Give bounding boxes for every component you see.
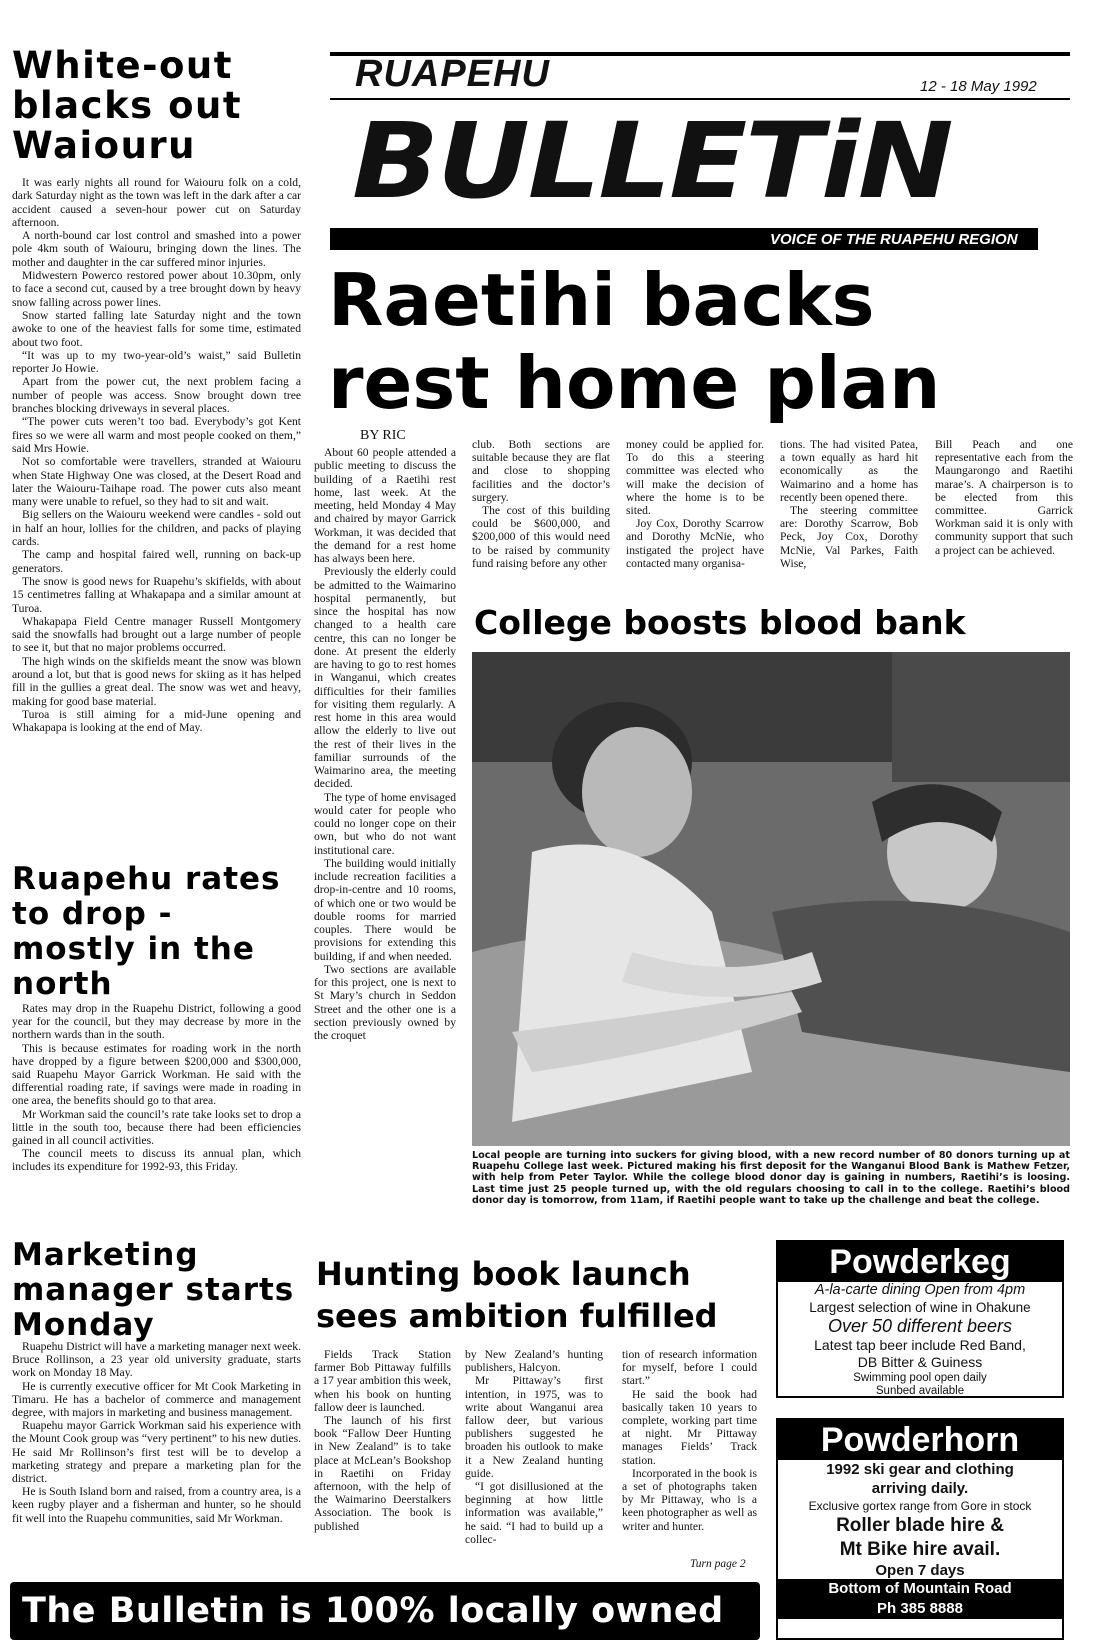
paragraph: Joy Cox, Dorothy Scarrow and Dorothy McNie, who instigated the project have contacted many organisa- bbox=[626, 517, 764, 570]
resthome-col5 bbox=[935, 438, 1073, 600]
powderkeg-ad bbox=[776, 1240, 1064, 1398]
powderhorn-line: Mt Bike hire avail. bbox=[839, 1539, 1001, 1560]
masthead-name-top: RUAPEHU bbox=[355, 53, 550, 95]
paragraph: The high winds on the skifields meant the snow was blown around a lot, but that is good news for skiing as it has helped fill in the gullies a great deal. The snow was wet and heavy, making for good base material. bbox=[12, 654, 301, 708]
resthome-col4 bbox=[780, 438, 918, 600]
paragraph: Mr Workman said the council’s rate take looks set to drop a little in the south too, because there had been efficiencies gained in all council activities. bbox=[12, 1107, 301, 1148]
powderkeg-line: Latest tap beer include Red Band, bbox=[814, 1337, 1026, 1353]
powderkeg-line: Largest selection of wine in Ohakune bbox=[809, 1300, 1031, 1315]
paragraph: It was early nights all round for Waiouru folk on a cold, dark Saturday night as the town was left in the dark after a car accident caused a seven-hour power cut on Saturday afternoon. bbox=[12, 176, 301, 229]
paragraph: Rates may drop in the Ruapehu District, following a good year for the council, but they may decrease by more in the northern wards than in the south. bbox=[12, 1002, 301, 1042]
blood-headline: College boosts blood bank bbox=[474, 603, 966, 642]
paragraph: The type of home envisaged would cater for people who could no longer cope on their own, but who do not want institutional care. bbox=[314, 790, 456, 857]
paragraph: The launch of his first book “Fallow Deer Hunting in New Zealand” is to take place at McLean’s Bookshop in Raetihi on Friday afternoon, with the help of the Waimarino Deerstalkers Association. The book is published bbox=[314, 1414, 451, 1533]
powderkeg-line: DB Bitter & Guiness bbox=[857, 1354, 983, 1370]
resthome-col3 bbox=[626, 438, 764, 600]
paragraph: This is because estimates for roading work in the north have dropped by a figure between $200,000 and $300,000, said Ruapehu Mayor Garrick Workman. He said with the differential roading rate, if savings were made in roading in one area, the benefits should go to that area. bbox=[12, 1041, 301, 1108]
paragraph: Ruapehu mayor Garrick Workman said his experience with the Mount Cook group was “very pertinent” to his new duties. He said Mr Rollinson’s first test will be to develop a marketing strategy and prepare a marketing plan for the district. bbox=[12, 1419, 301, 1486]
powderkeg-title: Powderkeg bbox=[778, 1242, 1062, 1282]
masthead-tagline: VOICE OF THE RUAPEHU REGION bbox=[770, 231, 1018, 248]
paragraph: The camp and hospital faired well, running on back-up generators. bbox=[12, 548, 301, 575]
hunting-turn-page: Turn page 2 bbox=[690, 1558, 746, 1570]
powderkeg-line: Sunbed available bbox=[875, 1385, 965, 1397]
masthead-name-main: BULLETiN bbox=[352, 100, 952, 222]
blood-caption: Local people are turning into suckers for giving blood, with a new record number of 80 donors turning up at Ruapehu College last week. Pictured making his first deposit for the Wanganui Blood Bank is Mathew Fetzer, with help from Peter Taylor. While the college blood donor day is gaining in numbers, Raetihi’s is loosing. Last time just 25 people turned up, with the old regulars choosing to call in to the college. Raetihi’s blood donor day is tomorrow, from 11am, if Raetihi people want to take up the challenge and beat the college. bbox=[472, 1150, 1070, 1206]
powderhorn-line: Roller blade hire & bbox=[836, 1515, 1004, 1536]
paragraph: He is currently executive officer for Mt Cook Marketing in Timaru. He has a bachelor of commerce and management degree, with majors in marketing and business management. bbox=[12, 1379, 301, 1420]
resthome-col1 bbox=[314, 446, 456, 1244]
paragraph: Two sections are available for this project, one is next to St Mary’s church in Seddon Street and the other one is a section previously owned by the croquet bbox=[314, 962, 456, 1042]
paragraph: Whakapapa Field Centre manager Russell Montgomery said the snowfalls had brought out a large number of people to see it, but that no major problems occurred. bbox=[12, 614, 301, 655]
paragraph: Snow started falling late Saturday night and the town awoke to one of the heaviest falls for some time, estimated about two foot. bbox=[12, 308, 301, 349]
paragraph: tion of research information for myself, before I could start.” bbox=[622, 1348, 757, 1388]
resthome-byline: BY RIC bbox=[360, 428, 406, 443]
whiteout-body bbox=[12, 176, 301, 846]
paragraph: About 60 people attended a public meeting to discuss the building of a Raetihi rest home, last week. At the meeting, held Monday 4 May and chaired by mayor Garrick Workman, it was decided that the demand for a rest home has always been here. bbox=[314, 446, 456, 565]
powderhorn-phone: Ph 385 8888 bbox=[778, 1598, 1062, 1619]
resthome-col2 bbox=[472, 438, 610, 600]
hunting-col3 bbox=[622, 1348, 757, 1558]
paragraph: Bill Peach and one representative each from the Maungarongo and Raetihi marae’s. A chairperson is to be elected from this committee. Garrick Workman said it is only with community support that such a project can be achieved. bbox=[935, 438, 1073, 557]
powderhorn-address: Bottom of Mountain Road bbox=[778, 1579, 1062, 1598]
footer-banner bbox=[10, 1582, 760, 1640]
paragraph: club. Both sections are suitable because they are flat and close to shopping facilities and the doctor’s surgery. bbox=[472, 438, 610, 504]
hunting-headline-line2: sees ambition fulfilled bbox=[316, 1297, 718, 1335]
powderhorn-line: Open 7 days bbox=[875, 1562, 965, 1579]
photo-illustration bbox=[472, 652, 1070, 1146]
paragraph: Not so comfortable were travellers, stranded at Waiouru when State Highway One was closed, at the Desert Road and later the Waiouru-Taihape road. The power cuts also meant many were unable to refuel, so they had to sit and wait. bbox=[12, 455, 301, 509]
paragraph: Ruapehu District will have a marketing manager next week. Bruce Rollinson, a 23 year old university graduate, starts work on Monday 18 May. bbox=[12, 1340, 301, 1380]
whiteout-headline: White-out blacks out Waiouru bbox=[12, 44, 243, 167]
powderhorn-title: Powderhorn bbox=[778, 1420, 1062, 1460]
rates-headline: Ruapehu rates to drop - mostly in the north bbox=[12, 861, 281, 1002]
resthome-headline-line2: rest home plan bbox=[328, 341, 941, 425]
powderkeg-line: Over 50 different beers bbox=[827, 1316, 1013, 1336]
rates-body bbox=[12, 1002, 301, 1217]
masthead-date: 12 - 18 May 1992 bbox=[920, 78, 1037, 95]
paragraph: by New Zealand’s hunting publishers, Halcyon. bbox=[465, 1348, 603, 1375]
paragraph: He said the book had basically taken 10 years to complete, working part time at night. Mr Pittaway manages Fields’ Track station. bbox=[622, 1387, 757, 1467]
marketing-body bbox=[12, 1340, 301, 1570]
marketing-headline: Marketing manager starts Monday bbox=[12, 1237, 295, 1343]
hunting-col1 bbox=[314, 1348, 451, 1570]
paragraph: The snow is good news for Ruapehu’s skifields, with about 15 centimetres falling at Whakapapa and a similar amount at Turoa. bbox=[12, 574, 301, 615]
paragraph: “I got disillusioned at the beginning at how little information was available,” he said. “I had to build up a collec- bbox=[465, 1480, 603, 1546]
paragraph: He is South Island born and raised, from a country area, is a keen rugby player and a fisherman and hunter, so he should fit well into the Ruapehu communities, said Mr Workman. bbox=[12, 1485, 301, 1525]
paragraph: tions. The had visited Patea, a town equally as hard hit economically as the Waimarino and a home has recently been opened there. bbox=[780, 438, 918, 504]
powderkeg-line: A-la-carte dining Open from 4pm bbox=[814, 1282, 1026, 1298]
paragraph: Turoa is still aiming for a mid-June opening and Whakapapa is looking at the end of May. bbox=[12, 707, 301, 735]
powderhorn-line: arriving daily. bbox=[871, 1480, 969, 1497]
paragraph: The steering committee are: Dorothy Scarrow, Bob Peck, Joy Cox, Dorothy McNie, Val Parkes, Faith Wise, bbox=[780, 504, 918, 570]
paragraph: money could be applied for. To do this a steering committee was elected who will make the decision of where the home is to be sited. bbox=[626, 438, 764, 518]
paragraph: Mr Pittaway’s first intention, in 1975, was to write about Wanganui area fallow deer, but various publishers suggested he broaden his outlook to make it a New Zealand hunting guide. bbox=[465, 1374, 603, 1480]
footer-banner-text: The Bulletin is 100% locally owned bbox=[22, 1591, 724, 1631]
paragraph: Fields Track Station farmer Bob Pittaway fulfills a 17 year ambition this week, when his book on hunting fallow deer is launched. bbox=[314, 1348, 451, 1414]
paragraph: The council meets to discuss its annual plan, which includes its expenditure for 1992-93, this Friday. bbox=[12, 1147, 301, 1174]
powderhorn-line: Exclusive gortex range from Gore in stock bbox=[808, 1499, 1032, 1513]
resthome-headline-line1: Raetihi backs bbox=[328, 258, 875, 342]
powderhorn-line: 1992 ski gear and clothing bbox=[826, 1461, 1014, 1478]
paragraph: The cost of this building could be $600,000, and $200,000 of this would need to be raised by community fund raising before any other bbox=[472, 504, 610, 570]
hunting-headline-line1: Hunting book launch bbox=[316, 1255, 691, 1293]
paragraph: “It was up to my two-year-old’s waist,” said Bulletin reporter Jo Howie. bbox=[12, 348, 301, 376]
paragraph: Previously the elderly could be admitted to the Waimarino hospital permanently, but since the hospital has now changed to a health care centre, this can no longer be done. At present the elderly are having to go to rest homes in Wanganui, which creates difficulties for their families for visiting them regularly. A rest home in this area would allow the elderly to live out the rest of their lives in the familiar surrounds of the Waimarino area, the meeting decided. bbox=[314, 565, 456, 791]
paragraph: Incorporated in the book is a set of photographs taken by Mr Pittaway, who is a keen photographer as well as writer and hunter. bbox=[622, 1466, 757, 1533]
paragraph: Midwestern Powerco restored power about 10.30pm, only to face a second cut, caused by a tree brought down by heavy snow falling across power lines. bbox=[12, 269, 301, 309]
powderhorn-ad bbox=[776, 1418, 1064, 1640]
paragraph: Big sellers on the Waiouru weekend were candles - sold out in half an hour, lollies for the children, and packs of playing cards. bbox=[12, 508, 301, 549]
powderkeg-line: Swimming pool open daily bbox=[853, 1372, 987, 1384]
paragraph: A north-bound car lost control and smashed into a power pole 4km south of Waiouru, bringing down the lines. The mother and daughter in the car suffered minor injuries. bbox=[12, 229, 301, 269]
paragraph: “The power cuts weren’t too bad. Everybody’s got Kent fires so we were all warm and most people cooked on them,” said Mrs Howie. bbox=[12, 415, 301, 455]
hunting-col2 bbox=[465, 1348, 603, 1570]
paragraph: Apart from the power cut, the next problem facing a number of people was access. Snow brought down tree branches blocking driveways in several places. bbox=[12, 375, 301, 416]
paragraph: The building would initially include recreation facilities a drop-in-centre and 10 rooms, of which one or two would be double rooms for married couples. There would be provisions for extending this building, if and when needed. bbox=[314, 856, 456, 963]
blood-donor-photo bbox=[472, 652, 1070, 1146]
